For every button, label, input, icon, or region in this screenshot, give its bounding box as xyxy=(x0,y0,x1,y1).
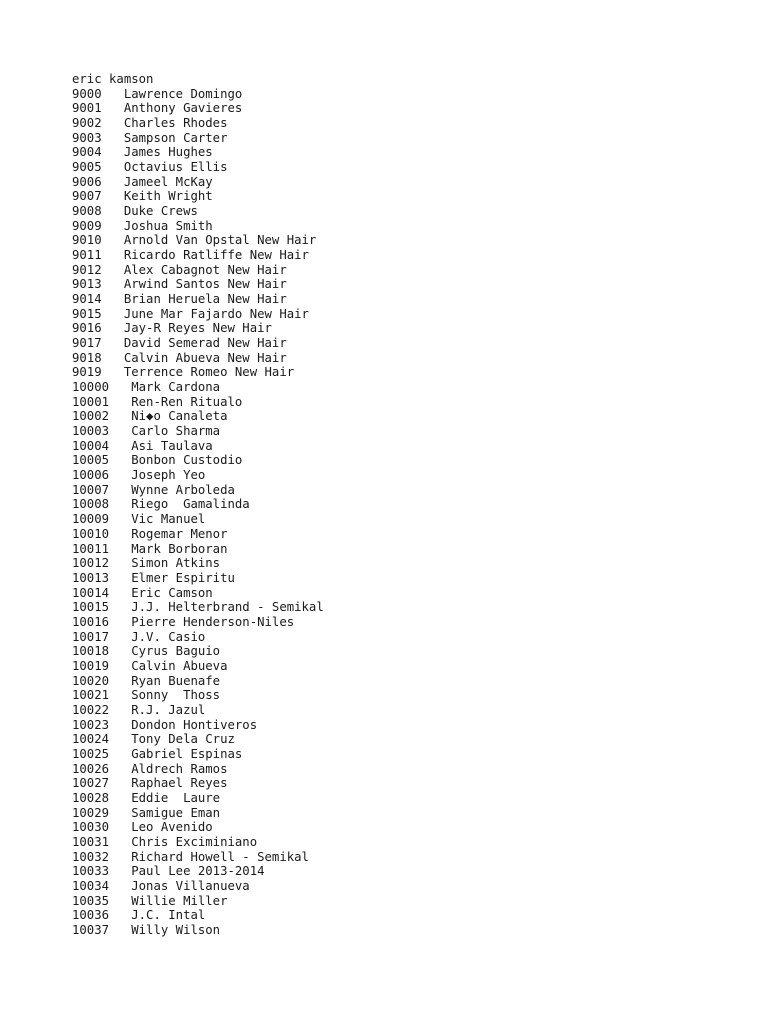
entry-id: 10028 xyxy=(72,790,110,805)
entry-id: 10027 xyxy=(72,776,110,791)
entry-row xyxy=(72,160,324,175)
entry-separator xyxy=(109,923,131,937)
entry-id: 10010 xyxy=(72,526,110,541)
entry-name: Willie Miller xyxy=(131,893,228,908)
entry-id: 10020 xyxy=(72,673,110,688)
entry-row xyxy=(72,131,324,146)
entry-separator xyxy=(102,263,124,277)
entry-id: 10035 xyxy=(72,893,110,908)
entry-separator xyxy=(102,233,124,247)
entry-separator xyxy=(109,424,131,438)
entry-row xyxy=(72,248,324,263)
entry-row xyxy=(72,116,324,131)
entry-id: 10000 xyxy=(72,380,110,395)
entry-name: Ni◆o Canaleta xyxy=(131,409,228,424)
entry-row xyxy=(72,453,324,468)
entry-name: Lawrence Domingo xyxy=(123,86,243,101)
entry-row xyxy=(72,365,324,380)
entry-separator xyxy=(109,732,131,746)
entry-separator xyxy=(102,87,124,101)
entry-separator xyxy=(109,600,131,614)
entry-id: 10018 xyxy=(72,644,110,659)
entry-row xyxy=(72,820,324,835)
entry-separator xyxy=(102,336,124,350)
entry-id: 10033 xyxy=(72,864,110,879)
entry-row xyxy=(72,336,324,351)
entry-id: 10032 xyxy=(72,849,110,864)
entry-row xyxy=(72,380,324,395)
entry-name: Carlo Sharma xyxy=(131,424,221,439)
entry-id: 10022 xyxy=(72,702,110,717)
entry-name: Vic Manuel xyxy=(131,512,206,527)
entry-name: Jonas Villanueva xyxy=(131,878,250,893)
entry-separator xyxy=(109,659,131,673)
entry-id: 10002 xyxy=(72,409,110,424)
entry-name: Octavius Ellis xyxy=(123,160,228,175)
entry-row xyxy=(72,527,324,542)
entry-separator xyxy=(109,644,131,658)
entry-id: 9019 xyxy=(72,365,102,380)
entry-name: J.V. Casio xyxy=(131,629,206,644)
entry-row xyxy=(72,101,324,116)
entry-id: 9016 xyxy=(72,321,102,336)
entry-row xyxy=(72,894,324,909)
entry-id: 10007 xyxy=(72,482,110,497)
entry-separator xyxy=(102,248,124,262)
entry-list xyxy=(72,87,324,938)
entry-row xyxy=(72,908,324,923)
entry-row xyxy=(72,424,324,439)
entry-id: 10015 xyxy=(72,600,110,615)
entry-name: Joshua Smith xyxy=(123,218,213,233)
entry-separator xyxy=(109,894,131,908)
entry-row xyxy=(72,263,324,278)
entry-separator xyxy=(102,175,124,189)
entry-separator xyxy=(109,835,131,849)
entry-separator xyxy=(109,556,131,570)
entry-name: Richard Howell - Semikal xyxy=(131,849,309,864)
entry-name: Arwind Santos New Hair xyxy=(123,277,287,292)
entry-separator xyxy=(102,292,124,306)
entry-row xyxy=(72,277,324,292)
entry-name: Dondon Hontiveros xyxy=(131,717,258,732)
entry-id: 9006 xyxy=(72,174,102,189)
entry-name: Mark Borboran xyxy=(131,541,228,556)
document-header: eric kamson xyxy=(72,72,154,86)
entry-row xyxy=(72,923,324,938)
entry-row xyxy=(72,718,324,733)
entry-row xyxy=(72,747,324,762)
entry-id: 10024 xyxy=(72,732,110,747)
entry-name: James Hughes xyxy=(123,145,213,160)
entry-row xyxy=(72,189,324,204)
entry-separator xyxy=(109,527,131,541)
entry-separator xyxy=(102,131,124,145)
entry-name: Simon Atkins xyxy=(131,556,221,571)
entry-row xyxy=(72,879,324,894)
entry-id: 9005 xyxy=(72,160,102,175)
entry-row xyxy=(72,204,324,219)
entry-separator xyxy=(109,468,131,482)
entry-name: Aldrech Ramos xyxy=(131,761,228,776)
entry-row xyxy=(72,483,324,498)
entry-separator xyxy=(109,630,131,644)
entry-name: Jameel McKay xyxy=(123,174,213,189)
entry-name: David Semerad New Hair xyxy=(123,336,287,351)
entry-row xyxy=(72,864,324,879)
entry-separator xyxy=(109,776,131,790)
entry-id: 9003 xyxy=(72,130,102,145)
entry-separator xyxy=(102,365,124,379)
entry-name: Mark Cardona xyxy=(131,380,221,395)
entry-id: 10011 xyxy=(72,541,110,556)
entry-id: 10008 xyxy=(72,497,110,512)
entry-row xyxy=(72,542,324,557)
entry-name: Riego Gamalinda xyxy=(131,497,250,512)
entry-name: Elmer Espiritu xyxy=(131,570,235,585)
entry-id: 9014 xyxy=(72,292,102,307)
entry-id: 9010 xyxy=(72,233,102,248)
entry-separator xyxy=(102,204,124,218)
entry-id: 10009 xyxy=(72,512,110,527)
entry-id: 10006 xyxy=(72,468,110,483)
entry-name: Calvin Abueva New Hair xyxy=(123,350,287,365)
entry-separator xyxy=(102,277,124,291)
entry-separator xyxy=(102,219,124,233)
entry-row xyxy=(72,732,324,747)
entry-name: Gabriel Espinas xyxy=(131,746,243,761)
entry-name: Sonny Thoss xyxy=(131,688,221,703)
entry-row xyxy=(72,497,324,512)
entry-row xyxy=(72,307,324,322)
entry-id: 10021 xyxy=(72,688,110,703)
entry-id: 10036 xyxy=(72,908,110,923)
entry-row xyxy=(72,674,324,689)
entry-separator xyxy=(109,615,131,629)
entry-separator xyxy=(109,439,131,453)
entry-id: 10016 xyxy=(72,614,110,629)
entry-row xyxy=(72,571,324,586)
entry-row xyxy=(72,512,324,527)
entry-id: 9013 xyxy=(72,277,102,292)
entry-name: Pierre Henderson-Niles xyxy=(131,614,295,629)
entry-row xyxy=(72,688,324,703)
entry-row xyxy=(72,703,324,718)
entry-id: 10025 xyxy=(72,746,110,761)
entry-name: R.J. Jazul xyxy=(131,702,206,717)
entry-id: 9004 xyxy=(72,145,102,160)
entry-row xyxy=(72,586,324,601)
entry-row xyxy=(72,615,324,630)
entry-row xyxy=(72,659,324,674)
entry-separator xyxy=(109,908,131,922)
entry-id: 10019 xyxy=(72,658,110,673)
entry-row xyxy=(72,439,324,454)
entry-id: 10030 xyxy=(72,820,110,835)
entry-separator xyxy=(109,879,131,893)
entry-separator xyxy=(109,718,131,732)
entry-separator xyxy=(102,101,124,115)
entry-name: Eric Camson xyxy=(131,585,213,600)
entry-name: Paul Lee 2013-2014 xyxy=(131,864,265,879)
document-page xyxy=(72,72,324,938)
entry-name: Keith Wright xyxy=(123,189,213,204)
entry-separator xyxy=(109,542,131,556)
entry-separator xyxy=(102,189,124,203)
entry-name: Duke Crews xyxy=(123,204,198,219)
entry-name: Chris Exciminiano xyxy=(131,834,258,849)
entry-id: 9015 xyxy=(72,306,102,321)
entry-row xyxy=(72,630,324,645)
entry-separator xyxy=(109,586,131,600)
entry-row xyxy=(72,850,324,865)
entry-row xyxy=(72,835,324,850)
entry-name: Anthony Gavieres xyxy=(123,101,243,116)
entry-name: Sampson Carter xyxy=(123,130,228,145)
entry-id: 9008 xyxy=(72,204,102,219)
entry-separator xyxy=(109,864,131,878)
entry-name: Calvin Abueva xyxy=(131,658,228,673)
entry-row xyxy=(72,791,324,806)
entry-id: 10017 xyxy=(72,629,110,644)
entry-row xyxy=(72,556,324,571)
entry-separator xyxy=(109,395,131,409)
entry-id: 10014 xyxy=(72,585,110,600)
entry-row xyxy=(72,87,324,102)
entry-id: 9000 xyxy=(72,86,102,101)
entry-row xyxy=(72,468,324,483)
entry-name: Arnold Van Opstal New Hair xyxy=(123,233,317,248)
entry-id: 10013 xyxy=(72,570,110,585)
entry-name: Eddie Laure xyxy=(131,790,221,805)
entry-id: 10034 xyxy=(72,878,110,893)
entry-separator xyxy=(109,453,131,467)
entry-id: 10037 xyxy=(72,922,110,937)
entry-separator xyxy=(109,483,131,497)
entry-row xyxy=(72,219,324,234)
entry-name: Rogemar Menor xyxy=(131,526,228,541)
entry-separator xyxy=(109,850,131,864)
entry-id: 10003 xyxy=(72,424,110,439)
entry-id: 9002 xyxy=(72,116,102,131)
entry-separator xyxy=(109,806,131,820)
entry-name: Charles Rhodes xyxy=(123,116,228,131)
entry-separator xyxy=(109,409,131,423)
entry-name: Leo Avenido xyxy=(131,820,213,835)
entry-row xyxy=(72,292,324,307)
entry-name: J.C. Intal xyxy=(131,908,206,923)
entry-row xyxy=(72,175,324,190)
entry-name: June Mar Fajardo New Hair xyxy=(123,306,309,321)
entry-id: 9012 xyxy=(72,262,102,277)
entry-row xyxy=(72,762,324,777)
entry-separator xyxy=(109,820,131,834)
entry-name: Joseph Yeo xyxy=(131,468,206,483)
entry-name: Tony Dela Cruz xyxy=(131,732,235,747)
entry-id: 10023 xyxy=(72,717,110,732)
entry-name: Cyrus Baguio xyxy=(131,644,221,659)
entry-separator xyxy=(102,321,124,335)
entry-id: 10029 xyxy=(72,805,110,820)
entry-id: 9017 xyxy=(72,336,102,351)
entry-name: Willy Wilson xyxy=(131,922,221,937)
entry-name: Jay-R Reyes New Hair xyxy=(123,321,272,336)
entry-id: 9007 xyxy=(72,189,102,204)
entry-id: 10005 xyxy=(72,453,110,468)
entry-separator xyxy=(109,762,131,776)
entry-name: Ren-Ren Ritualo xyxy=(131,394,243,409)
entry-separator xyxy=(109,688,131,702)
entry-name: Raphael Reyes xyxy=(131,776,228,791)
entry-id: 10012 xyxy=(72,556,110,571)
entry-name: Brian Heruela New Hair xyxy=(123,292,287,307)
entry-id: 10001 xyxy=(72,394,110,409)
entry-separator xyxy=(109,703,131,717)
entry-row xyxy=(72,395,324,410)
entry-name: Ricardo Ratliffe New Hair xyxy=(123,248,309,263)
entry-row xyxy=(72,351,324,366)
entry-id: 9009 xyxy=(72,218,102,233)
entry-row xyxy=(72,806,324,821)
entry-separator xyxy=(102,116,124,130)
entry-name: Alex Cabagnot New Hair xyxy=(123,262,287,277)
entry-row xyxy=(72,145,324,160)
entry-separator xyxy=(102,351,124,365)
entry-row xyxy=(72,233,324,248)
entry-separator xyxy=(109,571,131,585)
entry-separator xyxy=(109,380,131,394)
entry-row xyxy=(72,321,324,336)
entry-name: Terrence Romeo New Hair xyxy=(123,365,295,380)
entry-row xyxy=(72,600,324,615)
entry-separator xyxy=(102,160,124,174)
entry-id: 10031 xyxy=(72,834,110,849)
entry-row xyxy=(72,409,324,424)
entry-separator xyxy=(102,307,124,321)
entry-id: 9011 xyxy=(72,248,102,263)
entry-row xyxy=(72,644,324,659)
entry-separator xyxy=(109,747,131,761)
entry-name: Ryan Buenafe xyxy=(131,673,221,688)
entry-id: 9018 xyxy=(72,350,102,365)
entry-separator xyxy=(109,674,131,688)
entry-name: J.J. Helterbrand - Semikal xyxy=(131,600,324,615)
entry-id: 10004 xyxy=(72,438,110,453)
entry-separator xyxy=(109,512,131,526)
entry-id: 9001 xyxy=(72,101,102,116)
entry-separator xyxy=(109,791,131,805)
entry-name: Samigue Eman xyxy=(131,805,221,820)
entry-name: Asi Taulava xyxy=(131,438,213,453)
entry-row xyxy=(72,776,324,791)
entry-name: Bonbon Custodio xyxy=(131,453,243,468)
entry-separator xyxy=(102,145,124,159)
entry-id: 10026 xyxy=(72,761,110,776)
entry-name: Wynne Arboleda xyxy=(131,482,235,497)
entry-separator xyxy=(109,497,131,511)
